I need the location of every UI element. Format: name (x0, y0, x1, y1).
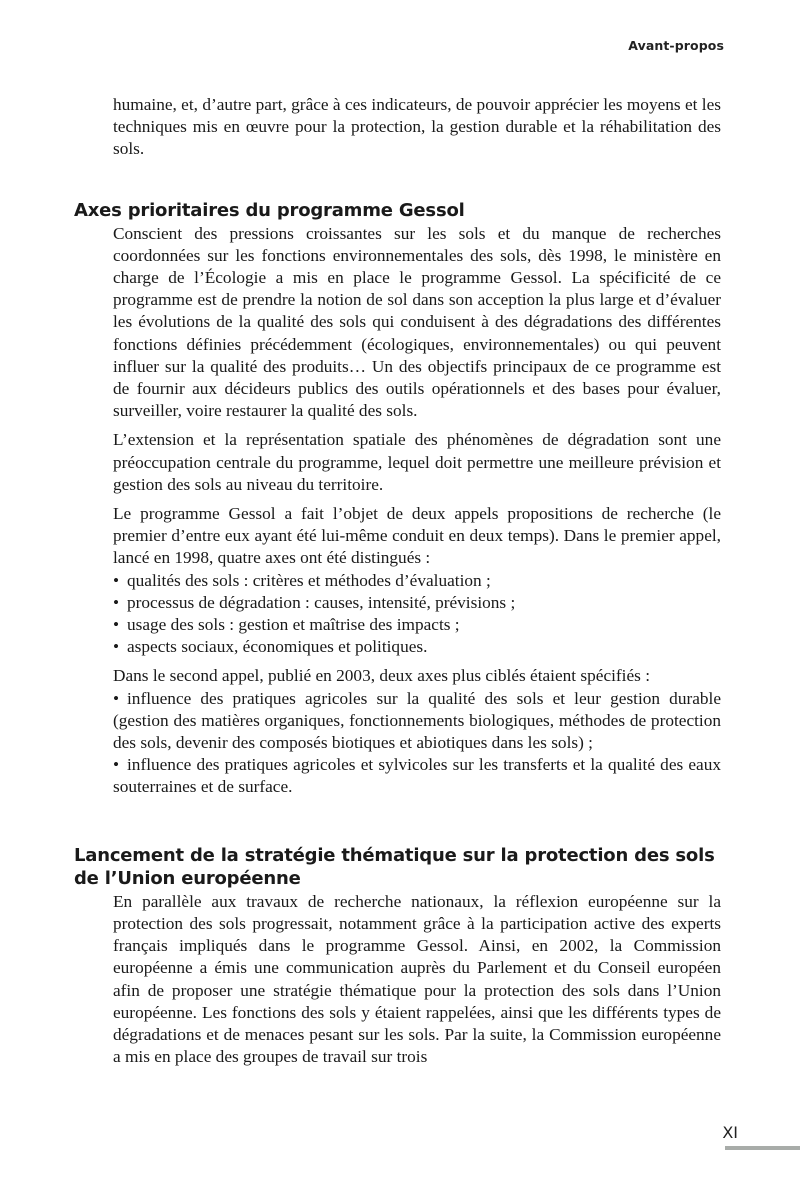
paragraph: Conscient des pressions croissantes sur les sols et du manque de recherches coordonnées sur les fonctions environnementales des sols, dès 1998, le ministère en charge de l’Écologie a mis en place le programme Gessol. La spécificité de ce programme est de prendre la notion de sol dans son acception la plus large et d’évaluer les évolutions de la qualité des sols qui conduisent à des dégradations des différentes fonctions définies précédemment (écologiques, environnementales) ou qui peuvent influer sur la qualité des produits… Un des objectifs principaux de ce programme est de fournir aux décideurs publics des outils opérationnels et des bases pour évaluer, surveiller, voire restaurer la qualité des sols. (113, 223, 721, 421)
list-item: • qualités des sols : critères et méthodes d’évaluation ; (113, 570, 721, 592)
bullet-icon: • (113, 637, 120, 657)
list-item: • processus de dégradation : causes, intensité, prévisions ; (113, 592, 721, 614)
intro-paragraph: humaine, et, d’autre part, grâce à ces indicateurs, de pouvoir apprécier les moyens et les techniques mis en œuvre pour la protection, la gestion durable et la réhabilitation des sols. (113, 95, 721, 159)
page-body (74, 94, 721, 1075)
list-item: • influence des pratiques agricoles et sylvicoles sur les transferts et la qualité des eaux souterraines et de surface. (113, 755, 721, 797)
page-number-rule (725, 1146, 800, 1150)
paragraph: Dans le second appel, publié en 2003, deux axes plus ciblés étaient spécifiés : (113, 666, 651, 686)
page-number: XI (722, 1123, 738, 1142)
bullet-icon: • (113, 615, 120, 635)
list-item: • usage des sols : gestion et maîtrise des impacts ; (113, 614, 721, 636)
bullet-icon: • (113, 570, 120, 590)
paragraph: En parallèle aux travaux de recherche nationaux, la réflexion européenne sur la protection des sols progressait, notamment grâce à la participation active des experts français impliqués dans le programme Gessol. Ainsi, en 2002, la Commission européenne a émis une communication auprès du Parlement et du Conseil européen afin de proposer une stratégie thématique pour la protection des sols dans l’Union européenne. Les fonctions des sols y étaient rappelées, ainsi que les différents types de dégradations et de menaces pesant sur les sols. Par la suite, la Commission européenne a mis en place des groupes de travail sur trois (113, 891, 721, 1067)
bullet-icon: • (113, 592, 120, 612)
list-item: • aspects sociaux, économiques et politiques. (113, 636, 721, 658)
section-heading-strategie-thematique: Lancement de la stratégie thématique sur la protection des sols de l’Union européenne (74, 844, 715, 889)
paragraph: L’extension et la représentation spatiale des phénomènes de dégradation sont une préoccupation centrale du programme, lequel doit permettre une meilleure prévision et gestion des sols au niveau du territoire. (113, 430, 721, 494)
running-head: Avant-propos (628, 38, 724, 53)
first-call-axes-list (113, 570, 721, 659)
section-heading-axes-prioritaires: Axes prioritaires du programme Gessol (74, 199, 465, 221)
bullet-icon: • (113, 688, 120, 708)
second-call-axes-list (113, 688, 721, 799)
paragraph: Le programme Gessol a fait l’objet de deux appels propositions de recherche (le premier d’entre eux ayant été lui-même conduit en deux temps). Dans le premier appel, lancé en 1998, quatre axes ont été distingués : (113, 504, 721, 568)
list-item: • influence des pratiques agricoles sur la qualité des sols et leur gestion durable (gestion des matières organiques, fonctionnements biologiques, méthodes de protection des sols, devenir des composés biotiques et abiotiques dans les sols) ; (113, 688, 721, 753)
bullet-icon: • (113, 755, 120, 775)
